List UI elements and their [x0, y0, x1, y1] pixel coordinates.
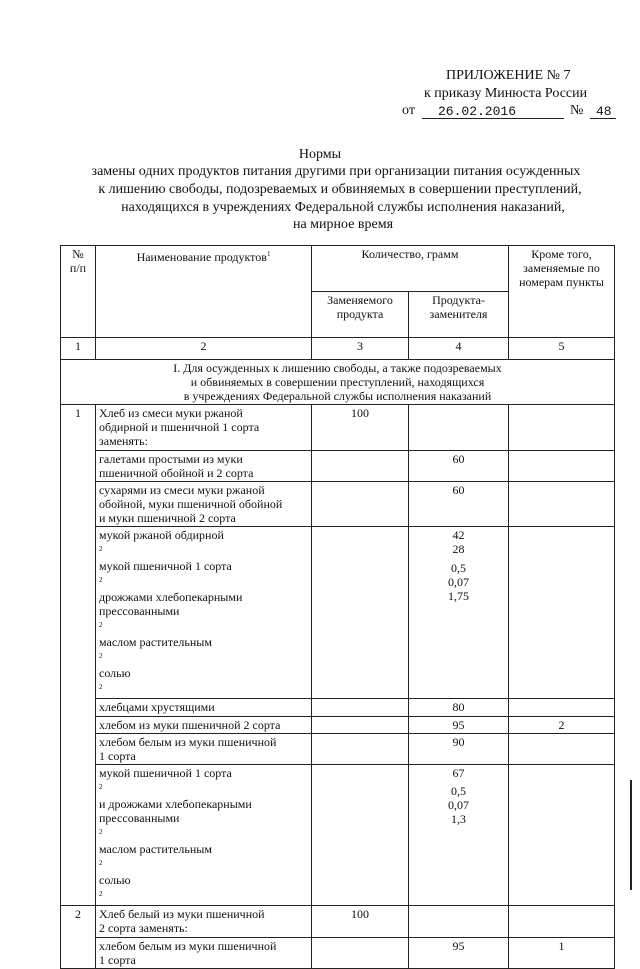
replaced-qty: 100: [312, 906, 409, 938]
doc-subtitle-line2: к лишению свободы, подозреваемых и обвиняемых в совершении преступлений,: [98, 182, 582, 197]
doc-subtitle-line1: замены одних продуктов питания другими при организации питания осужденных: [91, 164, 581, 179]
number-label: №: [570, 103, 584, 118]
colnum-4: 4: [409, 338, 509, 360]
substitute-qty-list: 42 28 0,5 0,07 1,75: [409, 527, 509, 699]
substitute-qty: 90: [409, 734, 509, 765]
substitution-norms-table: [60, 245, 615, 969]
order-number: 48: [596, 104, 612, 119]
substitute-qty: 95: [409, 717, 509, 734]
product-name: хлебом белым из муки пшеничной 1 сорта: [96, 938, 312, 969]
doc-subtitle-line3: находящихся в учреждениях Федеральной службы исполнения наказаний,: [121, 200, 565, 215]
date-from-label: от: [402, 103, 415, 118]
table-row: [61, 765, 615, 906]
column-number-row: [61, 338, 615, 360]
table-row: [61, 527, 615, 699]
order-reference: к приказу Минюста России: [424, 86, 588, 101]
product-name: мукой ржаной обдирной $^2$ мукой пшеничной 1 сорта $^2$ дрожжами хлебопекарными прессованными $^2$ маслом растительным $^2$ солью $^2$: [96, 527, 312, 699]
substitute-qty: 60: [409, 451, 509, 482]
header-number: № п/п: [61, 246, 96, 338]
table-row: [61, 734, 615, 765]
header-quantity: Количество, грамм: [312, 246, 509, 292]
substitute-qty: 95: [409, 938, 509, 969]
replaced-qty: 100: [312, 405, 409, 451]
doc-title: Нормы: [298, 147, 342, 162]
product-name: Хлеб белый из муки пшеничной 2 сорта заменять:: [96, 906, 312, 938]
product-name: Хлеб из смеси муки ржаной обдирной и пшеничной 1 сорта заменять:: [96, 405, 312, 451]
section-title-row: [61, 360, 615, 405]
header-substitute-product: Продукта- заменителя: [409, 292, 509, 338]
header-product-name: Наименование продуктов$^1$: [96, 246, 312, 338]
substitute-qty: 80: [409, 699, 509, 717]
extra-item-ref: 2: [509, 717, 615, 734]
appendix-label: ПРИЛОЖЕНИЕ № 7: [446, 68, 571, 83]
table-row: [61, 938, 615, 969]
substitute-qty: 60: [409, 482, 509, 527]
table-row: [61, 482, 615, 527]
product-name: мукой пшеничной 1 сорта $^2$ и дрожжами хлебопекарными прессованными $^2$ маслом растительным $^2$ солью $^2$: [96, 765, 312, 906]
extra-item-ref: 1: [509, 938, 615, 969]
table-row: [61, 717, 615, 734]
table-row: [61, 699, 615, 717]
header-replaced-product: Заменяемого продукта: [312, 292, 409, 338]
doc-subtitle-line4: на мирное время: [292, 217, 394, 232]
substitute-qty-list: 67 0,5 0,07 1,3: [409, 765, 509, 906]
order-date: 26.02.2016: [438, 104, 517, 119]
number-underline: [590, 118, 616, 119]
date-underline: [422, 118, 564, 119]
table-row: [61, 405, 615, 451]
product-name: галетами простыми из муки пшеничной обойной и 2 сорта: [96, 451, 312, 482]
section-title: I. Для осужденных к лишению свободы, а также подозреваемых и обвиняемых в совершении преступлений, находящихся в учреждениях Федеральной службы исполнения наказаний: [61, 360, 615, 405]
scan-edge-artifact: [630, 780, 632, 890]
colnum-1: 1: [61, 338, 96, 360]
product-name: хлебцами хрустящими: [96, 699, 312, 717]
item-number: 1: [61, 405, 96, 906]
colnum-2: 2: [96, 338, 312, 360]
product-name: сухарями из смеси муки ржаной обойной, муки пшеничной обойной и муки пшеничной 2 сорта: [96, 482, 312, 527]
table-row: [61, 451, 615, 482]
product-name: хлебом из муки пшеничной 2 сорта: [96, 717, 312, 734]
item-number: 2: [61, 906, 96, 969]
table-row: [61, 906, 615, 938]
header-extra-items: Кроме того, заменяемые по номерам пункты: [509, 246, 615, 338]
product-name: хлебом белым из муки пшеничной 1 сорта: [96, 734, 312, 765]
colnum-3: 3: [312, 338, 409, 360]
header-row-1: [61, 246, 615, 292]
colnum-5: 5: [509, 338, 615, 360]
